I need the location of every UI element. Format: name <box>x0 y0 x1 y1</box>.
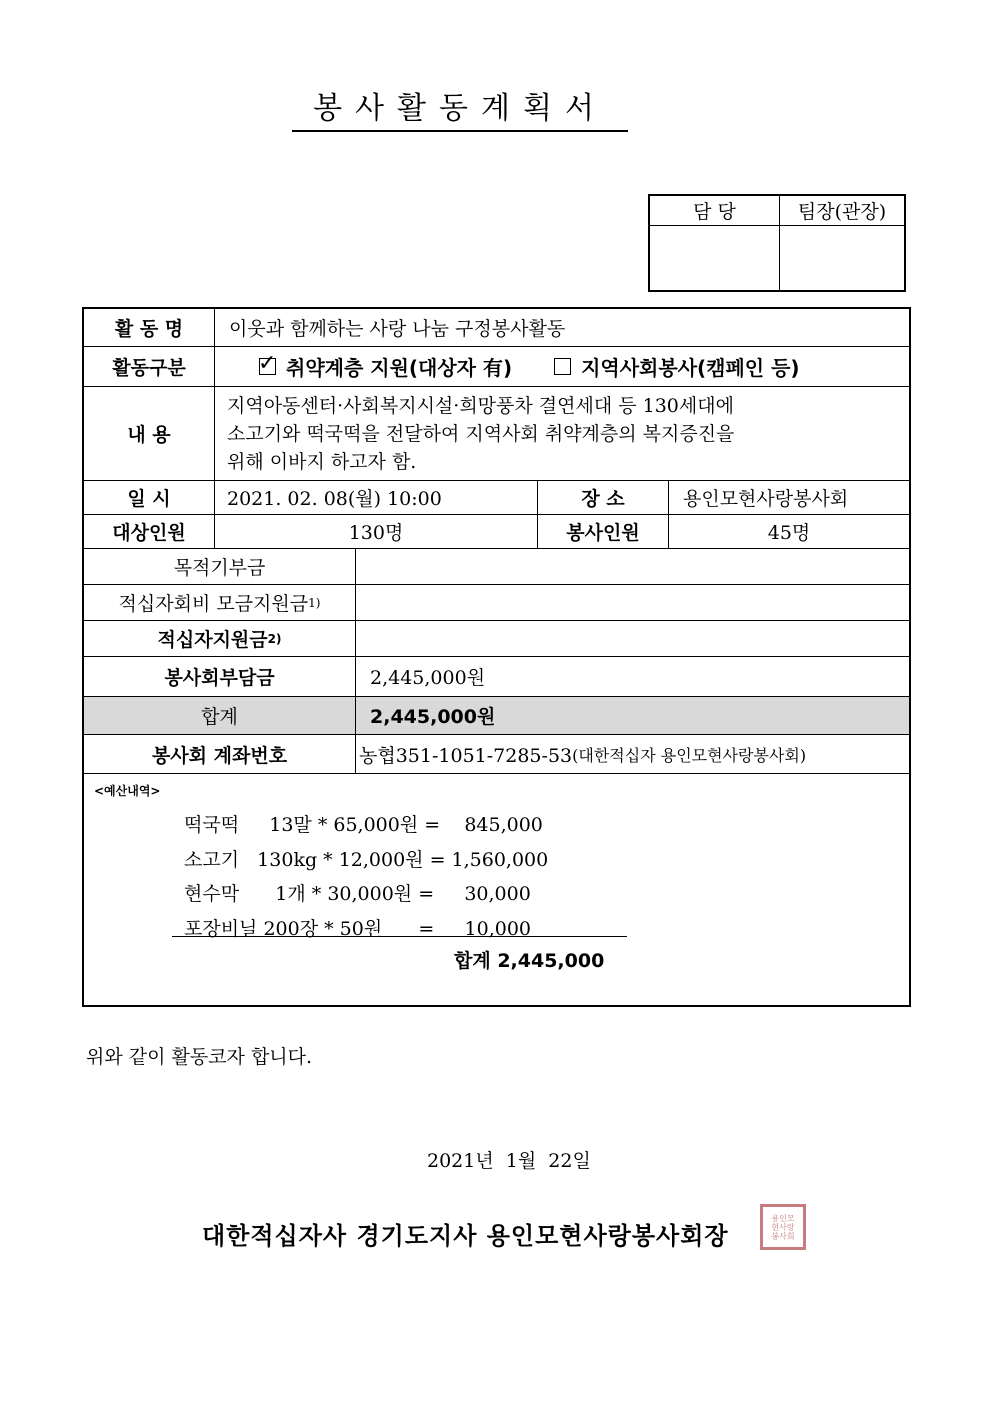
row-content <box>84 387 909 481</box>
volunteers-value[interactable]: 45명 <box>767 522 811 544</box>
club-share-label: 봉사회부담금 <box>84 657 356 696</box>
rc-support-label-cell <box>84 621 356 656</box>
approval-staff-header: 담 당 <box>650 196 780 225</box>
content-label: 내 용 <box>84 387 215 480</box>
account-label: 봉사회 계좌번호 <box>84 735 356 773</box>
row-counts <box>84 515 909 549</box>
plan-form <box>82 307 911 1007</box>
place-value[interactable]: 용인모현사랑봉사회 <box>683 488 849 510</box>
club-share-value[interactable]: 2,445,000원 <box>370 667 486 689</box>
datetime-value[interactable]: 2021. 02. 08(월) 10:00 <box>215 481 538 514</box>
document-date: 2021년 1월 22일 <box>427 1150 591 1172</box>
donation-value[interactable] <box>356 549 909 584</box>
total-label: 합계 <box>84 697 356 734</box>
row-total <box>84 697 909 735</box>
target-label: 대상인원 <box>84 515 215 548</box>
row-club-share <box>84 657 909 697</box>
content-line-2: 소고기와 떡국떡을 전달하여 지역사회 취약계층의 복지증진을 <box>227 422 735 445</box>
content-value[interactable] <box>215 387 909 480</box>
category-option1-label: 취약계층 지원(대상자 有) <box>286 356 513 380</box>
budget-line-1: 떡국떡 13말 * 65,000원 = 845,000 <box>184 814 543 836</box>
category-option1-checkbox[interactable] <box>258 351 277 376</box>
activity-name-label: 활 동 명 <box>84 309 215 346</box>
membership-label: 적십자회비 모금지원금 <box>118 593 309 615</box>
budget-line-4: 포장비닐 200장 * 50원 = 10,000 <box>184 918 532 940</box>
membership-label-cell <box>84 585 356 620</box>
category-option2-checkbox[interactable] <box>554 358 571 375</box>
row-membership <box>84 585 909 621</box>
content-line-1: 지역아동센터·사회복지시설·희망풍차 결연세대 등 130세대에 <box>227 394 734 417</box>
budget-line-2: 소고기 130kg * 12,000원 = 1,560,000 <box>184 849 549 871</box>
seal-text: 용인모현사랑봉사회 <box>771 1213 795 1241</box>
check-mark-icon: ✓ <box>258 351 277 376</box>
approval-manager-header: 팀장(관장) <box>797 201 887 223</box>
target-value[interactable]: 130명 <box>215 515 538 548</box>
document-title: 봉사활동계획서 <box>292 88 628 132</box>
donation-label: 목적기부금 <box>84 549 356 584</box>
datetime-label: 일 시 <box>84 481 215 514</box>
rc-support-label: 적십자지원금 <box>157 629 268 651</box>
content-line-3: 위해 이바지 하고자 함. <box>227 450 417 473</box>
budget-divider <box>172 936 627 937</box>
volunteers-label: 봉사인원 <box>538 515 669 548</box>
rc-support-footnote: 2) <box>267 631 282 646</box>
row-activity-name <box>84 309 909 347</box>
closing-statement: 위와 같이 활동코자 합니다. <box>86 1046 313 1068</box>
activity-name-value[interactable]: 이웃과 함께하는 사랑 나눔 구정봉사활동 <box>229 318 566 340</box>
row-donation <box>84 549 909 585</box>
official-seal-icon <box>760 1204 806 1250</box>
membership-value[interactable] <box>356 585 909 620</box>
approval-staff-signature[interactable] <box>650 226 780 291</box>
account-value-cell[interactable] <box>356 735 909 773</box>
category-option2-label: 지역사회봉사(캠페인 등) <box>581 356 800 380</box>
budget-line-3: 현수막 1개 * 30,000원 = 30,000 <box>184 883 531 905</box>
account-holder: (대한적십자 용인모현사랑봉사회) <box>572 745 807 765</box>
row-rc-support <box>84 621 909 657</box>
category-options <box>215 347 909 386</box>
budget-label: <예산내역> <box>94 784 161 798</box>
row-account <box>84 735 909 774</box>
rc-support-value[interactable] <box>356 621 909 656</box>
approval-manager-signature[interactable] <box>780 226 904 291</box>
row-category <box>84 347 909 387</box>
account-number: 농협351-1051-7285-53 <box>359 744 573 767</box>
approval-box <box>648 194 906 292</box>
row-datetime-place <box>84 481 909 515</box>
budget-total: 합계 2,445,000 <box>454 950 605 972</box>
place-label: 장 소 <box>538 481 669 514</box>
total-value: 2,445,000원 <box>370 706 496 728</box>
membership-footnote: 1) <box>308 595 321 610</box>
category-label: 활동구분 <box>84 347 215 386</box>
signer-name: 대한적십자사 경기도지사 용인모현사랑봉사회장 <box>202 1222 729 1250</box>
